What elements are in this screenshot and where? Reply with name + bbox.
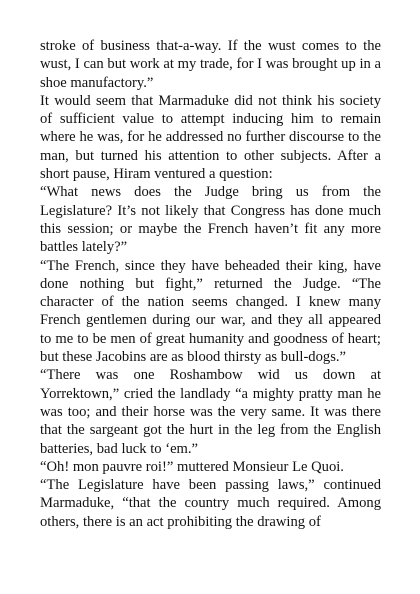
paragraph-2: It would seem that Marmaduke did not think his society of sufficient value to attempt inducing him to remain where he was, for he addressed no further discourse to the man, but turned his attention to other subjects. After a short pause, Hiram ventured a question:	[40, 92, 381, 183]
paragraph-4: “The French, since they have beheaded their king, have done nothing but fight,” returned the Judge. “The character of the nation seems changed. I knew many French gentlemen during our war, and they all appeared to me to be men of great humanity and goodness of heart; but these Jacobins are as blood thirsty as bull-dogs.”	[40, 257, 381, 366]
document-page	[40, 37, 381, 531]
paragraph-1: stroke of business that-a-way. If the wust comes to the wust, I can but work at my trade, for I was brought up in a shoe manufactory.”	[40, 38, 381, 91]
paragraph-3: “What news does the Judge bring us from the Legislature? It’s not likely that Congress has done much this session; or maybe the French haven’t fit any more battles lately?”	[40, 184, 381, 256]
paragraph-5: “There was one Roshambow wid us down at Yorrektown,” cried the landlady “a mighty pratty man he was too; and their horse was the very same. It was there that the sargeant got the hurt in the leg from the English batteries, bad luck to ‘em.”	[40, 367, 381, 457]
paragraph-6: “Oh! mon pauvre roi!” muttered Monsieur Le Quoi.	[40, 458, 344, 475]
paragraph-7: “The Legislature have been passing laws,” continued Marmaduke, “that the country much required. Among others, there is an act prohibiting the drawing of	[40, 477, 381, 530]
